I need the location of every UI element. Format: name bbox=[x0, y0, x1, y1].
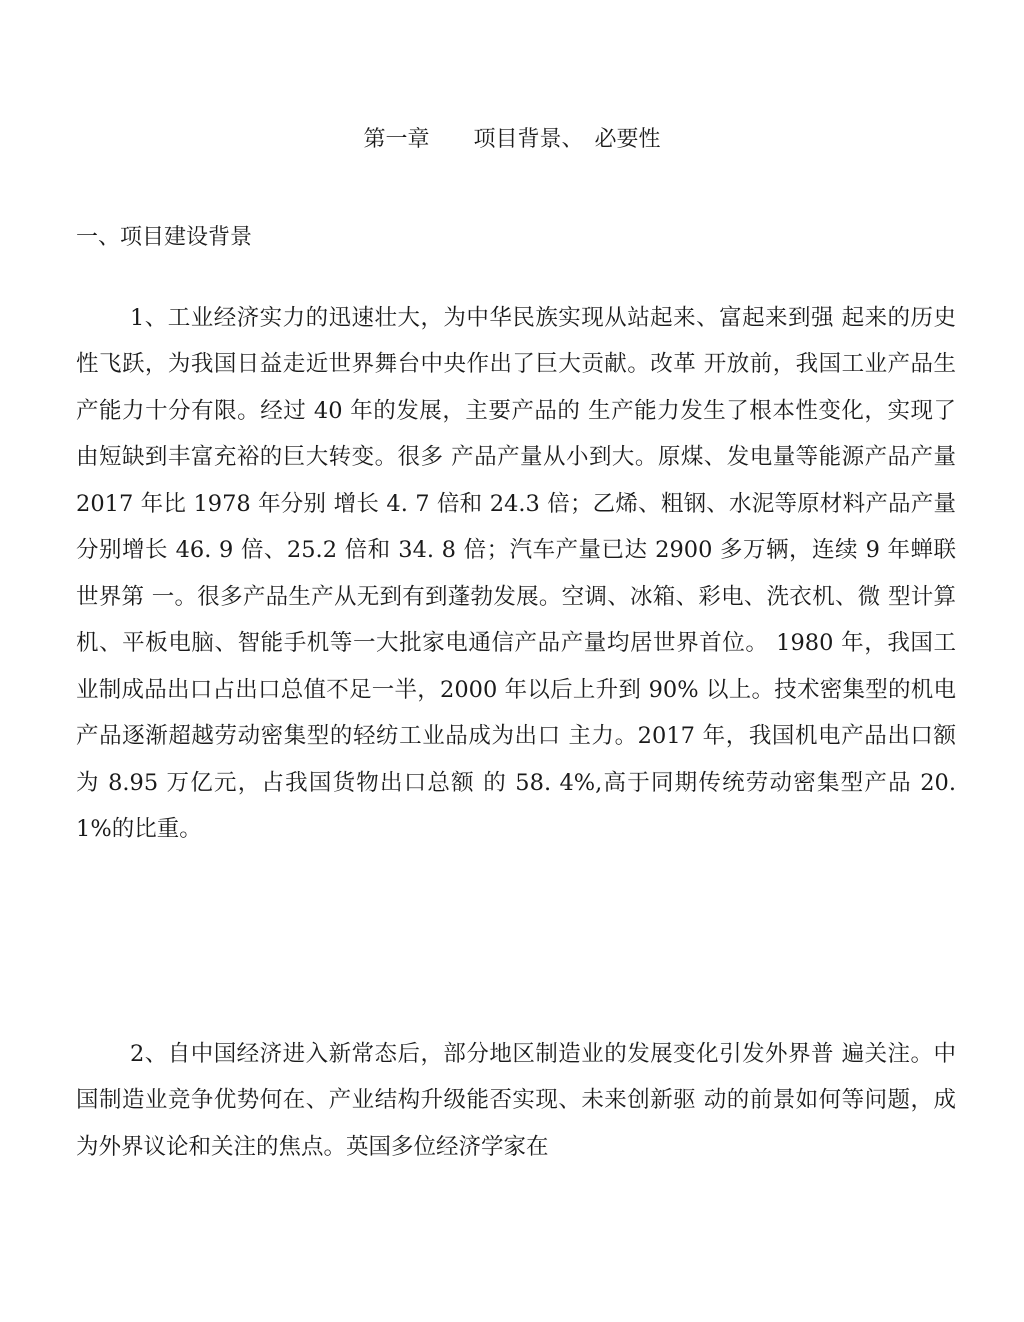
body-paragraph-2: 2、自中国经济进入新常态后，部分地区制造业的发展变化引发外界普 遍关注。中国制造业竞争优势何在、产业结构升级能否实现、未来创新驱 动的前景如何等问题，成为外界议论和关注的焦点。英国多位经济学家在 bbox=[76, 1040, 956, 1160]
body-paragraph-1: 1、工业经济实力的迅速壮大，为中华民族实现从站起来、富起来到强 起来的历史性飞跃，为我国日益走近世界舞台中央作出了巨大贡献。改革 开放前，我国工业产品生产能力十分有限。经过 40 年的发展，主要产品的 生产能力发生了根本性变化，实现了由短缺到丰富充裕的巨大转变。很多 产品产量从小到大。原煤、发电量等能源产品产量 2017 年比 1978 年分别 增长 4. 7 倍和 24.3 倍；乙烯、粗钢、水泥等原材料产品产量分别增长 46. 9 倍、25.2 倍和 34. 8 倍；汽车产量已达 2900 多万辆，连续 9 年蝉联世界第 一。很多产品生产从无到有到蓬勃发展。空调、冰箱、彩电、洗衣机、微 型计算机、平板电脑、智能手机等一大批家电通信产品产量均居世界首位。 1980 年，我国工业制成品出口占出口总值不足一半，2000 年以后上升到 90% 以上。技术密集型的机电产品逐渐超越劳动密集型的轻纺工业品成为出口 主力。2017 年，我国机电产品出口额为 8.95 万亿元，占我国货物出口总额 的 58. 4%,高于同期传统劳动密集型产品 20. 1%的比重。 bbox=[76, 304, 956, 842]
chapter-title: 第一章 项目背景、 必要性 bbox=[363, 127, 661, 152]
section-heading: 一、项目建设背景 bbox=[76, 225, 253, 250]
